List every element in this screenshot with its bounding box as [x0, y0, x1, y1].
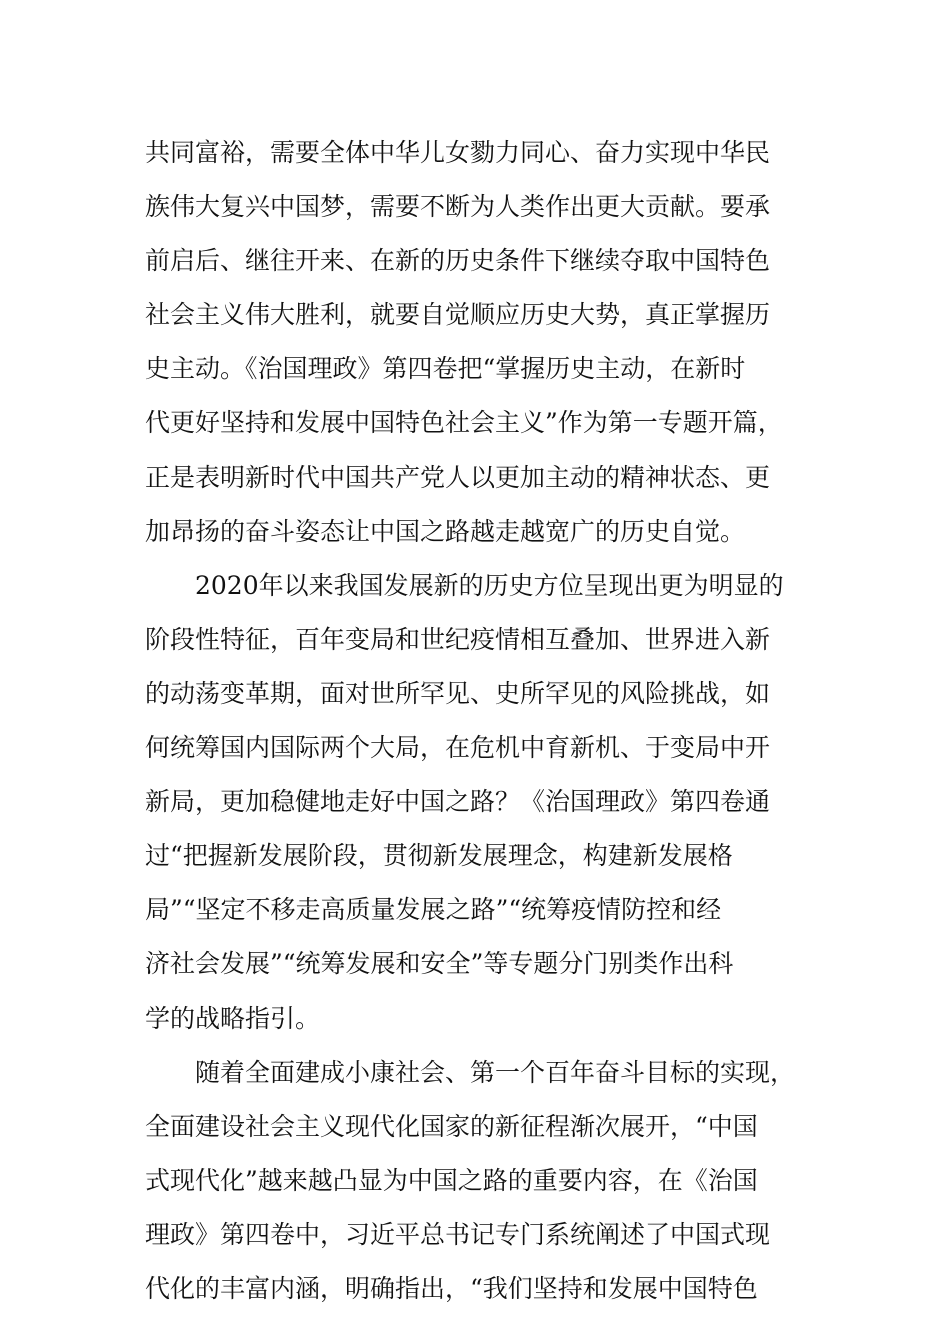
text-line: 的动荡变革期，面对世所罕见、史所罕见的风险挑战，如 — [145, 678, 771, 708]
text-line: 代更好坚持和发展中国特色社会主义”作为第一专题开篇， — [145, 408, 783, 438]
text-line: 济社会发展”“统筹发展和安全”等专题分门别类作出科 — [145, 949, 734, 979]
text-line: 何统筹国内国际两个大局，在危机中育新机、于变局中开 — [145, 733, 771, 763]
body-text — [145, 126, 795, 1316]
paragraph-p2 — [145, 559, 795, 1046]
text-line: 2020年以来我国发展新的历史方位呈现出更为明显的 — [195, 570, 784, 600]
text-line: 加昂扬的奋斗姿态让中国之路越走越宽广的历史自觉。 — [145, 516, 746, 546]
text-line: 新局，更加稳健地走好中国之路？《治国理政》第四卷通 — [145, 787, 771, 817]
text-line: 理政》第四卷中，习近平总书记专门系统阐述了中国式现 — [145, 1219, 771, 1249]
paragraph-p3 — [145, 1046, 795, 1316]
text-line: 过“把握新发展阶段，贯彻新发展理念，构建新发展格 — [145, 841, 733, 871]
text-line: 全面建设社会主义现代化国家的新征程渐次展开，“中国 — [145, 1111, 758, 1141]
text-line: 阶段性特征，百年变局和世纪疫情相互叠加、世界进入新 — [145, 624, 771, 654]
text-line: 社会主义伟大胜利，就要自觉顺应历史大势，真正掌握历 — [145, 300, 771, 330]
text-line: 随着全面建成小康社会、第一个百年奋斗目标的实现， — [195, 1057, 796, 1087]
text-line: 共同富裕，需要全体中华儿女勠力同心、奋力实现中华民 — [145, 138, 771, 167]
text-line: 局”“坚定不移走高质量发展之路”“统筹疫情防控和经 — [145, 895, 722, 925]
text-line: 正是表明新时代中国共产党人以更加主动的精神状态、更 — [145, 462, 771, 492]
text-line: 学的战略指引。 — [145, 1003, 321, 1033]
text-line: 式现代化”越来越凸显为中国之路的重要内容，在《治国 — [145, 1165, 758, 1195]
text-line: 族伟大复兴中国梦，需要不断为人类作出更大贡献。要承 — [145, 192, 771, 222]
text-line: 代化的丰富内涵，明确指出，“我们坚持和发展中国特色 — [145, 1273, 758, 1303]
text-line: 前启后、继往开来、在新的历史条件下继续夺取中国特色 — [145, 246, 771, 276]
text-line: 史主动。《治国理政》第四卷把“掌握历史主动，在新时 — [145, 354, 746, 384]
paragraph-p1 — [145, 126, 795, 559]
